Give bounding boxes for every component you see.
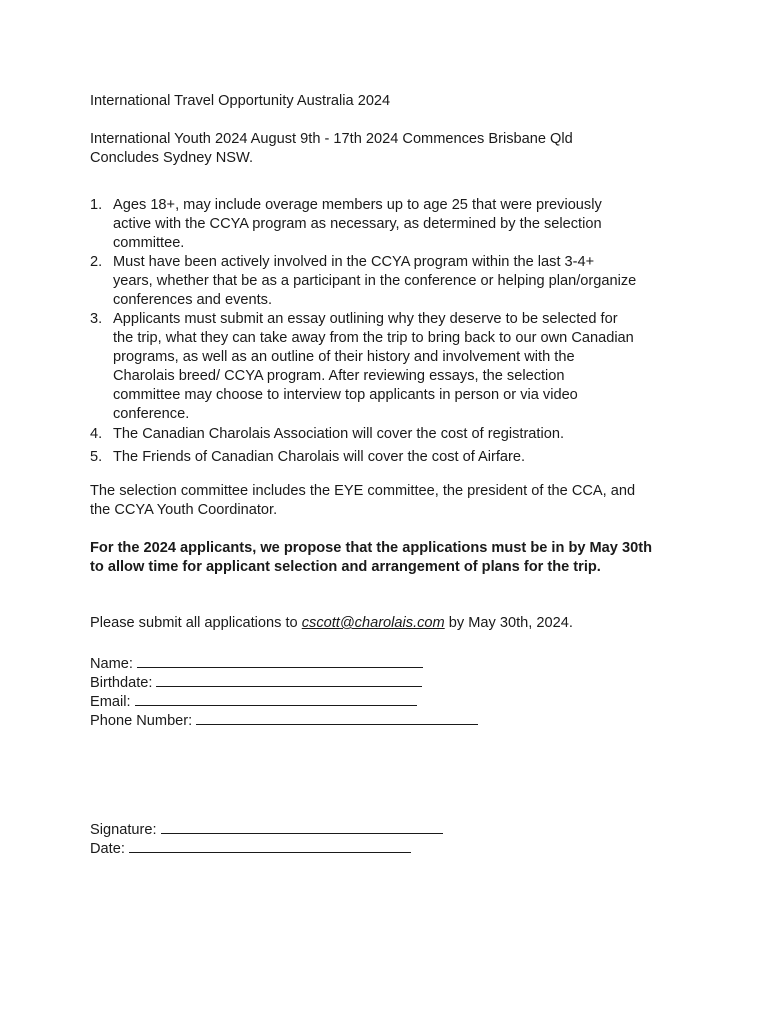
deadline-notice-line-2: to allow time for applicant selection and arrangement of plans for the trip. — [90, 559, 601, 575]
birthdate-input-line[interactable] — [156, 672, 422, 687]
committee-line-1: The selection committee includes the EYE committee, the president of the CCA, and — [90, 483, 636, 499]
list-item-number: 5. — [90, 449, 103, 465]
event-dates-line-1: International Youth 2024 August 9th - 17th 2024 Commences Brisbane Qld — [90, 131, 573, 147]
list-item-text: active with the CCYA program as necessary, as determined by the selection — [113, 216, 602, 232]
date-field — [90, 838, 411, 859]
list-item — [90, 253, 690, 310]
list-item-number: 3. — [90, 311, 103, 327]
list-item-text: The Friends of Canadian Charolais will cover the cost of Airfare. — [113, 449, 526, 465]
date-input-line[interactable] — [129, 838, 411, 853]
submission-suffix: by May 30th, 2024. — [444, 615, 573, 631]
list-item — [90, 310, 690, 424]
list-item-number: 1. — [90, 197, 103, 213]
signature-field — [90, 819, 443, 840]
list-item-text: Charolais breed/ CCYA program. After reviewing essays, the selection — [113, 368, 565, 384]
name-input-line[interactable] — [137, 653, 423, 668]
event-dates-line-2: Concludes Sydney NSW. — [90, 150, 254, 166]
signature-input-line[interactable] — [161, 819, 443, 834]
list-item-text: committee. — [113, 235, 185, 251]
submission-prefix: Please submit all applications to — [90, 615, 302, 631]
email-field — [90, 691, 417, 712]
phone-number-input-line[interactable] — [196, 710, 478, 725]
submission-instructions — [90, 614, 573, 633]
list-item-text: Ages 18+, may include overage members up to age 25 that were previously — [113, 197, 602, 213]
email-label: Email: — [90, 694, 131, 710]
contact-email-link[interactable]: cscott@charolais.com — [301, 615, 445, 631]
list-item-text: The Canadian Charolais Association will cover the cost of registration. — [113, 426, 565, 442]
committee-line-2: the CCYA Youth Coordinator. — [90, 502, 278, 518]
phone-number-label: Phone Number: — [90, 713, 193, 729]
birthdate-label: Birthdate: — [90, 675, 153, 691]
name-label: Name: — [90, 656, 133, 672]
deadline-notice-line-1: For the 2024 applicants, we propose that the applications must be in by May 30th — [90, 540, 652, 556]
list-item-text: Applicants must submit an essay outlining why they deserve to be selected for — [113, 311, 618, 327]
list-item-text: committee may choose to interview top applicants in person or via video — [113, 387, 578, 403]
list-item-number: 4. — [90, 426, 103, 442]
phone-number-field — [90, 710, 478, 731]
list-item-text: conference. — [113, 406, 190, 422]
list-item — [90, 196, 690, 253]
signature-label: Signature: — [90, 822, 157, 838]
list-item-text: Must have been actively involved in the CCYA program within the last 3-4+ — [113, 254, 595, 270]
requirements-list — [90, 196, 690, 467]
list-item-text: programs, as well as an outline of their history and involvement with the — [113, 349, 575, 365]
list-item-text: the trip, what they can take away from the trip to bring back to our own Canadian — [113, 330, 634, 346]
document-title: International Travel Opportunity Australia 2024 — [90, 93, 391, 109]
name-field — [90, 653, 423, 674]
email-input-line[interactable] — [135, 691, 417, 706]
birthdate-field — [90, 672, 422, 693]
list-item-number: 2. — [90, 254, 103, 270]
list-item-text: years, whether that be as a participant in the conference or helping plan/organize — [113, 273, 637, 289]
list-item — [90, 425, 690, 444]
date-label: Date: — [90, 841, 125, 857]
list-item — [90, 448, 690, 467]
list-item-text: conferences and events. — [113, 292, 273, 308]
